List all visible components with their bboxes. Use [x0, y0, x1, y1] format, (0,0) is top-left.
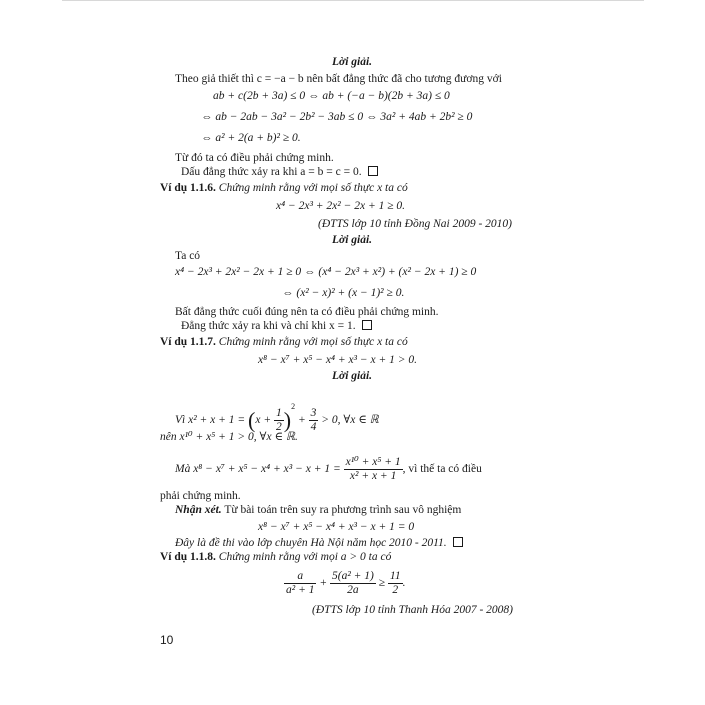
- example-1-1-7: [160, 335, 408, 349]
- fraction-denominator: a² + 1: [286, 583, 315, 596]
- formula-line: x⁴ − 2x³ + 2x² − 2x + 1 ≥ 0.: [276, 200, 406, 212]
- fraction-a-over: [284, 570, 316, 597]
- formula-line: x⁴ − 2x³ + 2x² − 2x + 1 ≥ 0 ⇔ (x⁴ − 2x³ + x²) + (x² − 2x + 1) ≥ 0: [175, 266, 477, 278]
- solution-heading-2: Lời giải.: [332, 234, 373, 246]
- example-statement: Chứng minh rằng với mọi số thực x ta có: [215, 182, 408, 194]
- paren-open: (: [248, 407, 256, 433]
- formula-part: +: [316, 577, 330, 589]
- formula-part: ≥: [375, 577, 388, 589]
- fraction-numerator: a: [284, 570, 316, 584]
- formula-line: x⁸ − x⁷ + x⁵ − x⁴ + x³ − x + 1 > 0.: [258, 354, 418, 366]
- source-citation: (ĐTTS lớp 10 tỉnh Đồng Nai 2009 - 2010): [318, 218, 512, 230]
- formula-line-inequality: [284, 567, 405, 599]
- text-line: [181, 165, 378, 179]
- fraction-denominator: 2a: [347, 583, 359, 596]
- formula-part: Vì x² + x + 1 =: [175, 414, 249, 426]
- formula-line-vi: [175, 392, 379, 433]
- note-text: Đây là đề thi vào lớp chuyên Hà Nội năm học 2010 - 2011.: [175, 537, 447, 549]
- source-citation: (ĐTTS lớp 10 tỉnh Thanh Hóa 2007 - 2008): [312, 604, 514, 616]
- remark-label: Nhận xét.: [175, 504, 222, 516]
- note-line: [175, 536, 463, 550]
- paren-close: ): [283, 407, 292, 433]
- text-line: Theo giả thiết thì c = −a − b nên bất đẳng thức đã cho tương đương với: [175, 73, 502, 85]
- remark-line: [175, 503, 461, 517]
- qed-square-icon: [362, 320, 372, 330]
- formula-part: x +: [255, 414, 274, 426]
- formula-part: > 0, ∀x ∈ ℝ: [318, 414, 379, 426]
- formula-line: ⇔ (x² − x)² + (x − 1)² ≥ 0.: [282, 287, 405, 299]
- solution-heading-1: Lời giải.: [332, 56, 373, 68]
- formula-part: , vì thế ta có điều: [402, 463, 482, 475]
- text-line: [181, 319, 372, 333]
- formula-part: Mà x⁸ − x⁷ + x⁵ − x⁴ + x³ − x + 1 =: [175, 463, 344, 475]
- solution-heading-3: Lời giải.: [332, 370, 373, 382]
- formula-line: ab + c(2b + 3a) ≤ 0 ⇔ ab + (−a − b)(2b + 3a) ≤ 0: [213, 90, 450, 102]
- fraction-five: [330, 570, 376, 597]
- fraction-denominator: 2: [392, 583, 399, 596]
- fraction-three-quarters: [309, 407, 319, 434]
- example-label: Ví dụ 1.1.6.: [160, 182, 216, 194]
- example-label: Ví dụ 1.1.8.: [160, 551, 216, 563]
- fraction-numerator: 11: [389, 569, 401, 582]
- formula-line: ⇔ a² + 2(a + b)² ≥ 0.: [201, 132, 301, 144]
- fraction-denominator: 2: [276, 420, 282, 433]
- equality-text: Đẳng thức xảy ra khi và chỉ khi x = 1.: [181, 320, 356, 332]
- formula-part: +: [295, 414, 309, 426]
- text-line: Bất đẳng thức cuối đúng nên ta có điều phải chứng minh.: [175, 306, 439, 318]
- text-line: phải chứng minh.: [160, 490, 241, 502]
- formula-line: x⁸ − x⁷ + x⁵ − x⁴ + x³ − x + 1 = 0: [258, 521, 415, 533]
- page-number: 10: [160, 633, 174, 647]
- example-label: Ví dụ 1.1.7.: [160, 336, 216, 348]
- fraction-numerator: 3: [310, 406, 317, 419]
- formula-part: .: [402, 577, 406, 589]
- example-statement: Chứng minh rằng với mọi số thực x ta có: [215, 336, 408, 348]
- fraction-eleven-halves: [388, 570, 403, 597]
- fraction-numerator: 1: [276, 406, 282, 419]
- fraction-denominator: 4: [310, 420, 317, 433]
- fraction-polynomial: [344, 456, 403, 483]
- formula-line: ⇔ ab − 2ab − 3a² − 2b² − 3ab ≤ 0 ⇔ 3a² + 4ab + 2b² ≥ 0: [201, 111, 473, 123]
- example-statement: Chứng minh rằng với mọi a > 0 ta có: [215, 551, 392, 563]
- example-1-1-6: [160, 181, 408, 195]
- qed-square-icon: [368, 166, 378, 176]
- fraction-numerator: 5(a² + 1): [331, 569, 374, 582]
- qed-square-icon: [453, 537, 463, 547]
- fraction-numerator: x¹⁰ + x⁵ + 1: [345, 455, 401, 468]
- fraction-denominator: x² + x + 1: [349, 469, 397, 482]
- remark-text: Từ bài toán trên suy ra phương trình sau vô nghiệm: [221, 504, 462, 516]
- equality-text: Dấu đẳng thức xảy ra khi a = b = c = 0.: [181, 166, 362, 178]
- text-line: Từ đó ta có điều phải chứng minh.: [175, 152, 334, 164]
- formula-line-ma: [175, 454, 482, 484]
- formula-line: nên x¹⁰ + x⁵ + 1 > 0, ∀x ∈ ℝ.: [160, 431, 298, 443]
- square-exponent: 2: [291, 402, 296, 411]
- example-1-1-8: [160, 550, 391, 564]
- text-line: Ta có: [175, 250, 201, 262]
